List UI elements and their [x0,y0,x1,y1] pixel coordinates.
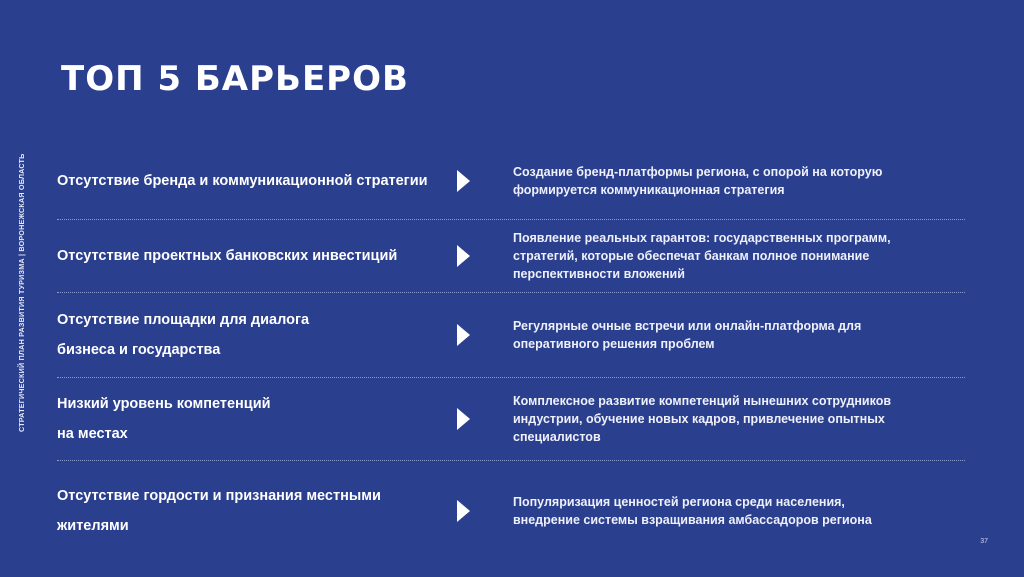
barriers-list [57,142,965,561]
play-arrow-icon [457,408,470,430]
play-arrow-icon [457,170,470,192]
barrier-text: Отсутствие бренда и коммуникационной стратегии [57,172,428,189]
barrier-row [57,293,965,378]
play-arrow-icon [457,324,470,346]
barrier-row [57,142,965,220]
play-arrow-icon [457,245,470,267]
solution-text: Регулярные очные встречи или онлайн-платформа для оперативного решения проблем [513,319,862,351]
barrier-row [57,378,965,461]
solution-text: Появление реальных гарантов: государственных программ, стратегий, которые обеспечат банкам полное понимание перспективности вложений [513,231,891,281]
side-caption: СТРАТЕГИЧЕСКИЙ ПЛАН РАЗВИТИЯ ТУРИЗМА | ВОРОНЕЖСКАЯ ОБЛАСТЬ [17,153,26,432]
solution-text: Популяризация ценностей региона среди населения, внедрение системы взращивания амбассадоров региона [513,495,872,527]
page-title: ТОП 5 БАРЬЕРОВ [61,59,409,99]
barrier-text: Низкий уровень компетенций на местах [57,396,271,442]
play-arrow-icon [457,500,470,522]
barrier-text: Отсутствие площадки для диалога бизнеса и государства [57,312,310,358]
barrier-text: Отсутствие гордости и признания местными жителями [57,488,381,534]
barrier-row [57,461,965,561]
solution-text: Создание бренд-платформы региона, с опорой на которую формируется коммуникационная стратегия [513,164,883,197]
page-number: 37 [980,538,988,545]
solution-text: Комплексное развитие компетенций нынешних сотрудников индустрии, обучение новых кадров, привлечение опытных специалистов [513,394,892,444]
barrier-text: Отсутствие проектных банковских инвестиций [57,248,398,264]
barrier-row [57,220,965,293]
